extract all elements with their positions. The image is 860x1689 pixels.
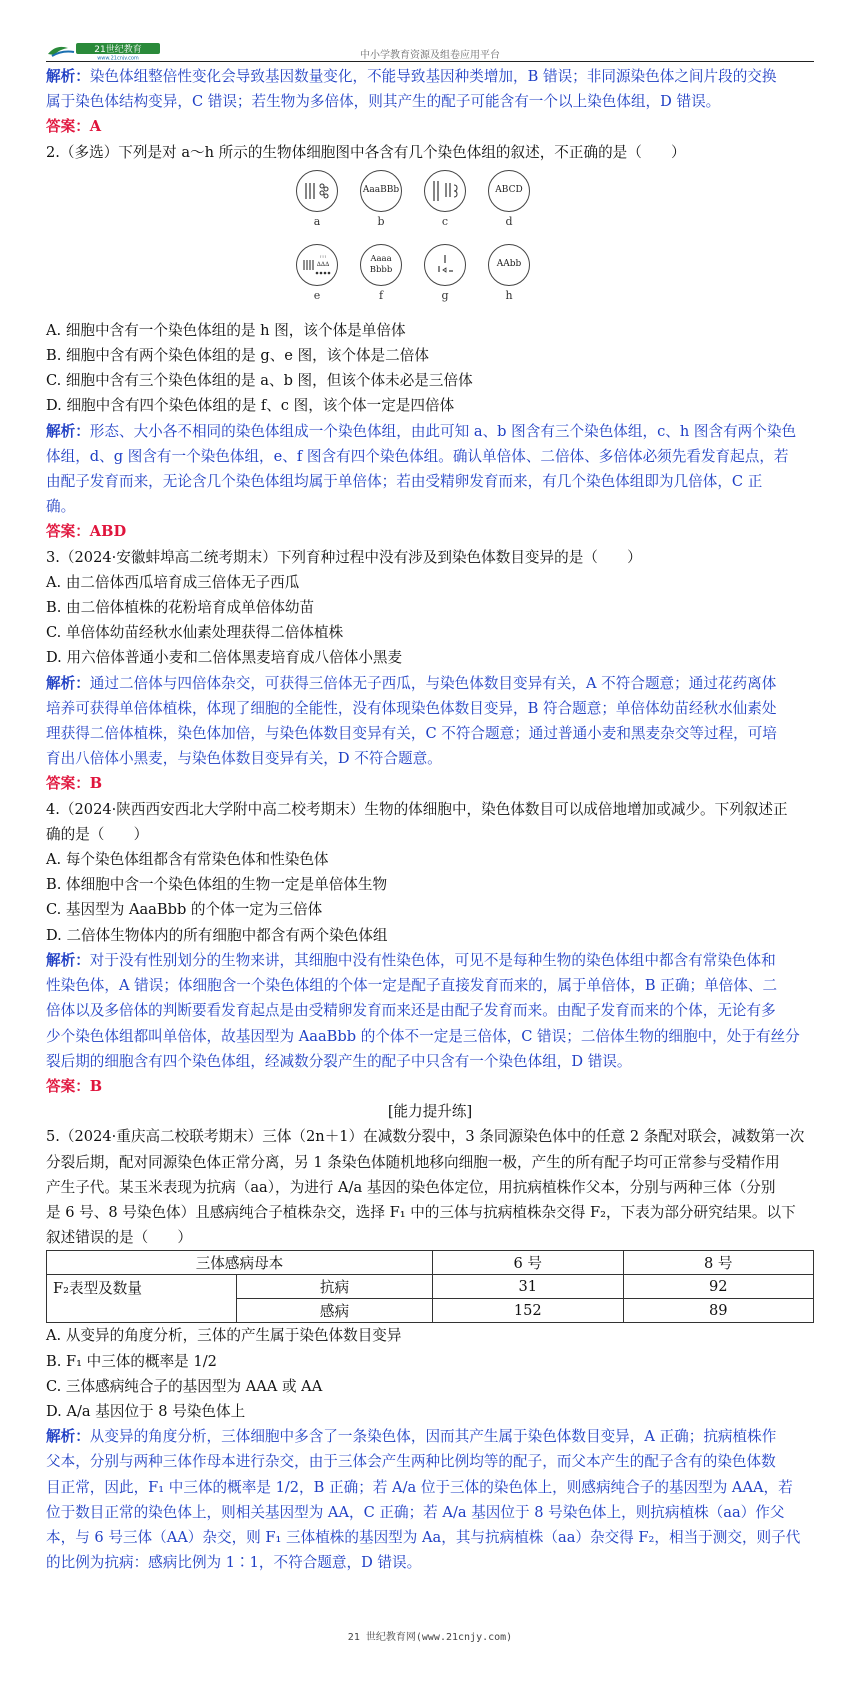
cell-a xyxy=(293,170,341,228)
q2-analysis xyxy=(46,419,814,520)
table-row xyxy=(47,1275,814,1299)
q2-options xyxy=(46,318,814,419)
option-a: A. 从变异的角度分析，三体的产生属于染色体数目变异 xyxy=(46,1327,402,1345)
cell-c xyxy=(421,170,469,228)
analysis-text: 通过二倍体与四倍体杂交，可获得三倍体无子西瓜，与染色体数目变异有关，A 不符合题意；通过花药离体 xyxy=(89,674,777,692)
cell-d xyxy=(485,170,533,228)
section-title: [能力提升练] xyxy=(387,1103,473,1121)
analysis-label: 解析： xyxy=(46,674,90,692)
option-d: D. 二倍体生物体内的所有细胞中都含有两个染色体组 xyxy=(46,926,388,944)
q1-analysis xyxy=(46,64,814,114)
option-b: B. 体细胞中含一个染色体组的生物一定是单倍体生物 xyxy=(46,876,388,894)
q5-results-table xyxy=(46,1250,814,1323)
cell-label: g xyxy=(441,288,449,302)
q4-options xyxy=(46,847,814,948)
table-row-label: F₂表型及数量 xyxy=(47,1275,237,1323)
option-d: D. A/a 基因位于 8 号染色体上 xyxy=(46,1402,246,1420)
q5-analysis xyxy=(46,1424,814,1575)
analysis-text: 目正常，因此，F₁ 中三体的概率是 1/2，B 正确；若 A/a 位于三体的染色体上，则感病纯合子的基因型为 AAA，若 xyxy=(46,1478,793,1496)
analysis-text: 少个染色体组都叫单倍体，故基因型为 AaaBbb 的个体不一定是三倍体，C 错误；二倍体生物的细胞中，处于有丝分 xyxy=(46,1027,800,1045)
cell-label: e xyxy=(313,288,321,302)
analysis-text: 的比例为抗病：感病比例为 1∶1，不符合题意，D 错误。 xyxy=(46,1554,422,1572)
option-d: D. 用六倍体普通小麦和二倍体黑麦培育成八倍体小黑麦 xyxy=(46,649,403,667)
cell-e-circle xyxy=(296,244,338,286)
analysis-text: 倍体以及多倍体的判断要看发育起点是由受精卵发育而来还是由配子发育而来。由配子发育而来的个体，无论有多 xyxy=(46,1002,776,1020)
analysis-text: 形态、大小各不相同的染色体组成一个染色体组，由此可知 a、b 图含有三个染色体组，c、h 图含有两个染色 xyxy=(89,422,797,440)
q2-answer: 答案：ABD xyxy=(46,523,127,541)
cell-label: c xyxy=(441,214,449,228)
svg-text:∆∆∆: ∆∆∆ xyxy=(316,260,330,268)
analysis-text: 性染色体，A 错误；体细胞含一个染色体组的个体一定是配子直接发育而来的，属于单倍体，B 正确；单倍体、二 xyxy=(46,977,778,995)
analysis-label: 解析： xyxy=(46,422,90,440)
cell-h xyxy=(485,244,533,302)
chromosome-icon xyxy=(301,252,333,278)
svg-text:www.21cnjy.com: www.21cnjy.com xyxy=(97,55,139,60)
cell-f-circle: Aaaa Bbbb xyxy=(360,244,402,286)
q3-analysis xyxy=(46,671,814,772)
table-cell: 抗病 xyxy=(237,1275,433,1299)
analysis-text: 本，与 6 号三体（AA）杂交，则 F₁ 三体植株的基因型为 Aa，其与抗病植株（aa）杂交得 F₂，相当于测交，则子代 xyxy=(46,1528,801,1546)
stem-line: 分裂后期，配对同源染色体正常分离，另 1 条染色体随机地移向细胞一极，产生的所有配子均可正常参与受精作用 xyxy=(46,1153,780,1171)
analysis-label: 解析： xyxy=(46,1428,90,1446)
cell-h-circle: AAbb xyxy=(488,244,530,286)
analysis-text: 属于染色体结构变异，C 错误；若生物为多倍体，则其产生的配子可能含有一个以上染色体组，D 错误。 xyxy=(46,93,721,111)
cell-g xyxy=(421,244,469,302)
table-cell: 92 xyxy=(623,1275,814,1299)
option-b: B. F₁ 中三体的概率是 1/2 xyxy=(46,1352,217,1370)
table-row xyxy=(47,1251,814,1275)
q5-stem xyxy=(46,1124,814,1250)
cell-label: d xyxy=(505,214,513,228)
table-cell: 89 xyxy=(623,1299,814,1323)
q2-cell-diagrams xyxy=(46,168,814,318)
chromosome-icon xyxy=(431,252,459,278)
option-a: A. 由二倍体西瓜培育成三倍体无子西瓜 xyxy=(46,573,300,591)
analysis-text: 对于没有性别划分的生物来讲，其细胞中没有性染色体，可见不是每种生物的染色体组中都含有常染色体和 xyxy=(89,951,776,969)
option-a: A. 细胞中含有一个染色体组的是 h 图，该个体是单倍体 xyxy=(46,321,406,339)
page-footer: 21 世纪教育网(www.21cnjy.com) xyxy=(347,1632,513,1643)
analysis-text: 培养可获得单倍体植株，体现了细胞的全能性，没有体现染色体数目变异，B 符合题意；单倍体幼苗经秋水仙素处 xyxy=(46,699,777,717)
q3-stem: 3.（2024·安徽蚌埠高二统考期末）下列育种过程中没有涉及到染色体数目变异的是（ ） xyxy=(46,548,642,566)
table-header: 三体感病母本 xyxy=(47,1251,433,1275)
document-body xyxy=(46,64,814,1575)
cell-label: h xyxy=(505,288,513,302)
table-cell: 31 xyxy=(433,1275,624,1299)
chromosome-icon xyxy=(302,180,332,202)
cell-g-circle xyxy=(424,244,466,286)
cell-d-circle: ABCD xyxy=(488,170,530,212)
q4-answer: 答案：B xyxy=(46,1077,103,1095)
q3-answer: 答案：B xyxy=(46,775,103,793)
page-header xyxy=(46,42,814,62)
analysis-label: 解析： xyxy=(46,68,90,85)
cell-e xyxy=(293,244,341,302)
option-c: C. 细胞中含有三个染色体组的是 a、b 图，但该个体未必是三倍体 xyxy=(46,372,473,390)
cell-label: f xyxy=(378,288,384,302)
option-d: D. 细胞中含有四个染色体组的是 f、c 图，该个体一定是四倍体 xyxy=(46,397,455,415)
cell-label: a xyxy=(313,214,321,228)
q2-stem: 2.（多选）下列是对 a～h 所示的生物体细胞图中各含有几个染色体组的叙述，不正确的是（ ） xyxy=(46,143,686,161)
svg-text:ꜛꜛꜛ: ꜛꜛꜛ xyxy=(319,254,327,262)
option-c: C. 基因型为 AaaBbb 的个体一定为三倍体 xyxy=(46,901,323,919)
analysis-text: 裂后期的细胞含有四个染色体组，经减数分裂产生的配子中只含有一个染色体组，D 错误。 xyxy=(46,1052,632,1070)
table-cell: 152 xyxy=(433,1299,624,1323)
q1-answer: 答案：A xyxy=(46,118,102,136)
cell-b xyxy=(357,170,405,228)
cell-f xyxy=(357,244,405,302)
analysis-text: 体组，d、g 图含有一个染色体组，e、f 图含有四个染色体组。确认单倍体、二倍体、多倍体必须先看发育起点，若 xyxy=(46,447,789,465)
header-site-name: 中小学教育资源及组卷应用平台 xyxy=(360,50,500,61)
analysis-text: 染色体组整倍性变化会导致基因数量变化，不能导致基因种类增加，B 错误；非同源染色体之间片段的交换 xyxy=(89,68,777,85)
stem-line: 是 6 号、8 号染色体）且感病纯合子植株杂交，选择 F₁ 中的三体与抗病植株杂交得 F₂，下表为部分研究结果。以下 xyxy=(46,1203,796,1221)
option-a: A. 每个染色体组都含有常染色体和性染色体 xyxy=(46,851,329,869)
table-cell: 感病 xyxy=(237,1299,433,1323)
q4-stem: 4.（2024·陕西西安西北大学附中高二校考期末）生物的体细胞中，染色体数目可以成倍地增加或减少。下列叙述正 xyxy=(46,800,788,818)
stem-line: 5.（2024·重庆高二校联考期末）三体（2n＋1）在减数分裂中，3 条同源染色体中的任意 2 条配对联会，减数第一次 xyxy=(46,1128,805,1146)
q3-options xyxy=(46,570,814,671)
option-b: B. 细胞中含有两个染色体组的是 g、e 图，该个体是二倍体 xyxy=(46,347,429,365)
analysis-text: 确。 xyxy=(46,498,76,516)
table-header: 8 号 xyxy=(623,1251,814,1275)
stem-line: 叙述错误的是（ ） xyxy=(46,1229,192,1247)
analysis-text: 父本，分别与两种三体作母本进行杂交，由于三体会产生两种比例均等的配子，而父本产生的配子含有的染色体数 xyxy=(46,1453,776,1471)
table-header: 6 号 xyxy=(433,1251,624,1275)
q4-analysis xyxy=(46,948,814,1074)
analysis-text: 从变异的角度分析，三体细胞中多含了一条染色体，因而其产生属于染色体数目变异，A 正确；抗病植株作 xyxy=(89,1428,777,1446)
analysis-text: 理获得二倍体植株，染色体加倍，与染色体数目变异有关，C 不符合题意；通过普通小麦和黑麦杂交等过程，可培 xyxy=(46,725,777,743)
analysis-text: 由配子发育而来，无论含几个染色体组均属于单倍体；若由受精卵发育而来，有几个染色体组即为几倍体，C 正 xyxy=(46,473,763,491)
cell-b-circle: AaaBBb xyxy=(360,170,402,212)
option-b: B. 由二倍体植株的花粉培育成单倍体幼苗 xyxy=(46,599,315,617)
stem-line: 产生子代。某玉米表现为抗病（aa），为进行 A/a 基因的染色体定位，用抗病植株作父本，分别与两种三体（分别 xyxy=(46,1178,776,1196)
analysis-text: 育出八倍体小黑麦，与染色体数目变异有关，D 不符合题意。 xyxy=(46,750,442,768)
q5-options xyxy=(46,1323,814,1424)
analysis-text: 位于数目正常的染色体上，则相关基因型为 AA，C 正确；若 A/a 基因位于 8 号染色体上，则抗病植株（aa）作父 xyxy=(46,1503,785,1521)
svg-text:21世纪教育: 21世纪教育 xyxy=(94,45,142,55)
chromosome-icon xyxy=(430,179,460,203)
option-c: C. 单倍体幼苗经秋水仙素处理获得二倍体植株 xyxy=(46,624,344,642)
analysis-label: 解析： xyxy=(46,951,90,969)
cell-c-circle xyxy=(424,170,466,212)
q4-stem: 确的是（ ） xyxy=(46,825,149,843)
option-c: C. 三体感病纯合子的基因型为 AAA 或 AA xyxy=(46,1377,323,1395)
cell-label: b xyxy=(377,214,385,228)
cell-a-circle xyxy=(296,170,338,212)
